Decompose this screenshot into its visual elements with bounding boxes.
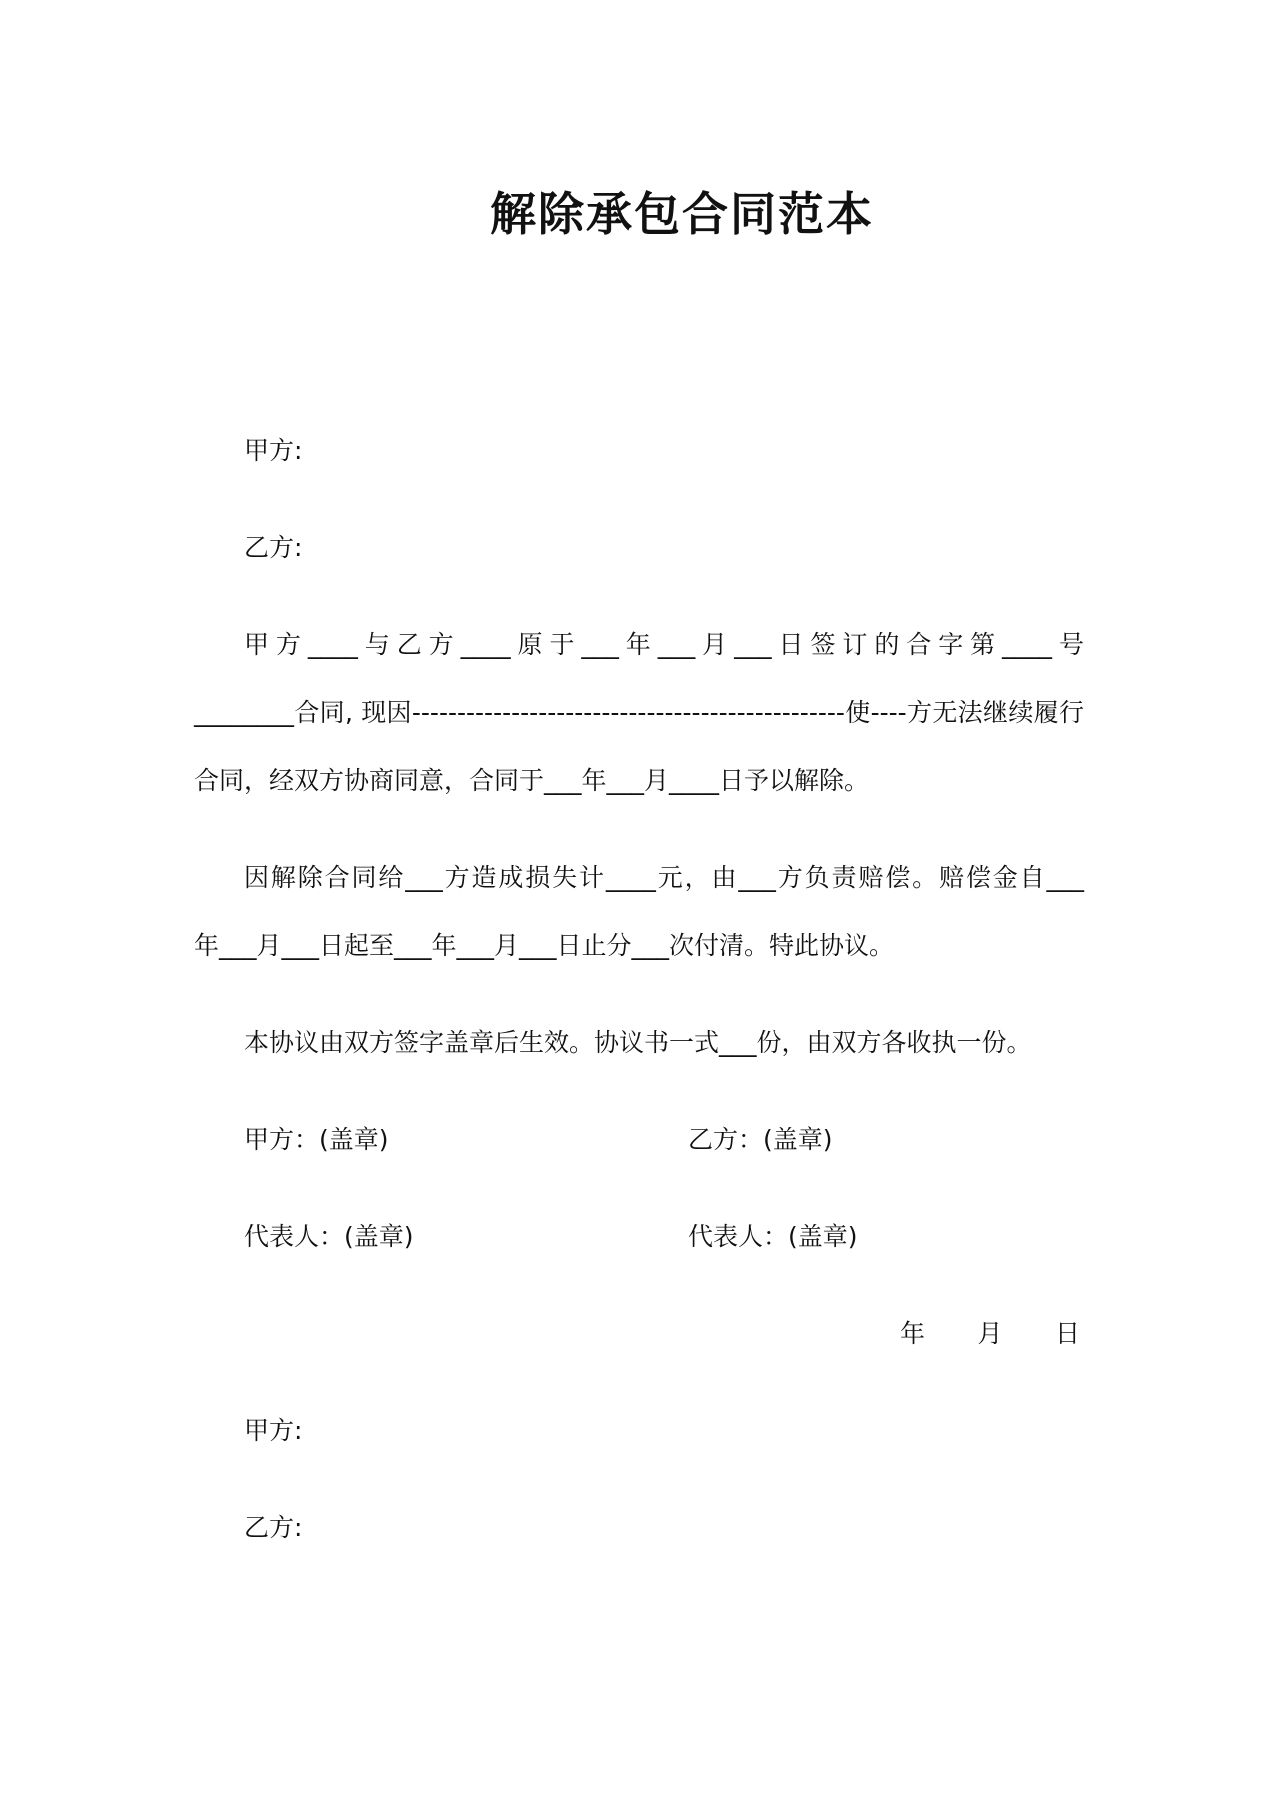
party-a-seal: 甲方：(盖章) — [244, 1125, 389, 1154]
paragraph1-line1: 甲方____与乙方____原于___年___月___日签订的合字第____号 — [244, 630, 1084, 659]
rep-a-seal: 代表人：(盖章) — [244, 1222, 414, 1251]
signing-date — [900, 1318, 1080, 1350]
party-a-label: 甲方: — [244, 436, 303, 465]
party-b-seal: 乙方：(盖章) — [688, 1125, 833, 1154]
footer-party-b-label: 乙方: — [244, 1513, 303, 1542]
paragraph2-line2: 年___月___日起至___年___月___日止分___次付清。特此协议。 — [194, 931, 895, 960]
footer-party-a-label: 甲方: — [244, 1416, 303, 1445]
paragraph1-line3: 合同，经双方协商同意，合同于___年___月____日予以解除。 — [194, 766, 870, 795]
date-day: 日 — [1054, 1319, 1080, 1348]
paragraph1-line2: ________合同, 现因------------------------------------------------使----方无法继续履行 — [194, 698, 1084, 727]
rep-b-seal: 代表人：(盖章) — [688, 1222, 858, 1251]
party-b-label: 乙方: — [244, 533, 303, 562]
paragraph2-line1: 因解除合同给___方造成损失计____元，由___方负责赔偿。赔偿金自___ — [244, 863, 1084, 892]
paragraph3: 本协议由双方签字盖章后生效。协议书一式___份，由双方各收执一份。 — [244, 1028, 1032, 1057]
document-title: 解除承包合同范本 — [490, 187, 874, 241]
date-month: 月 — [977, 1319, 1003, 1348]
date-year: 年 — [900, 1319, 926, 1348]
